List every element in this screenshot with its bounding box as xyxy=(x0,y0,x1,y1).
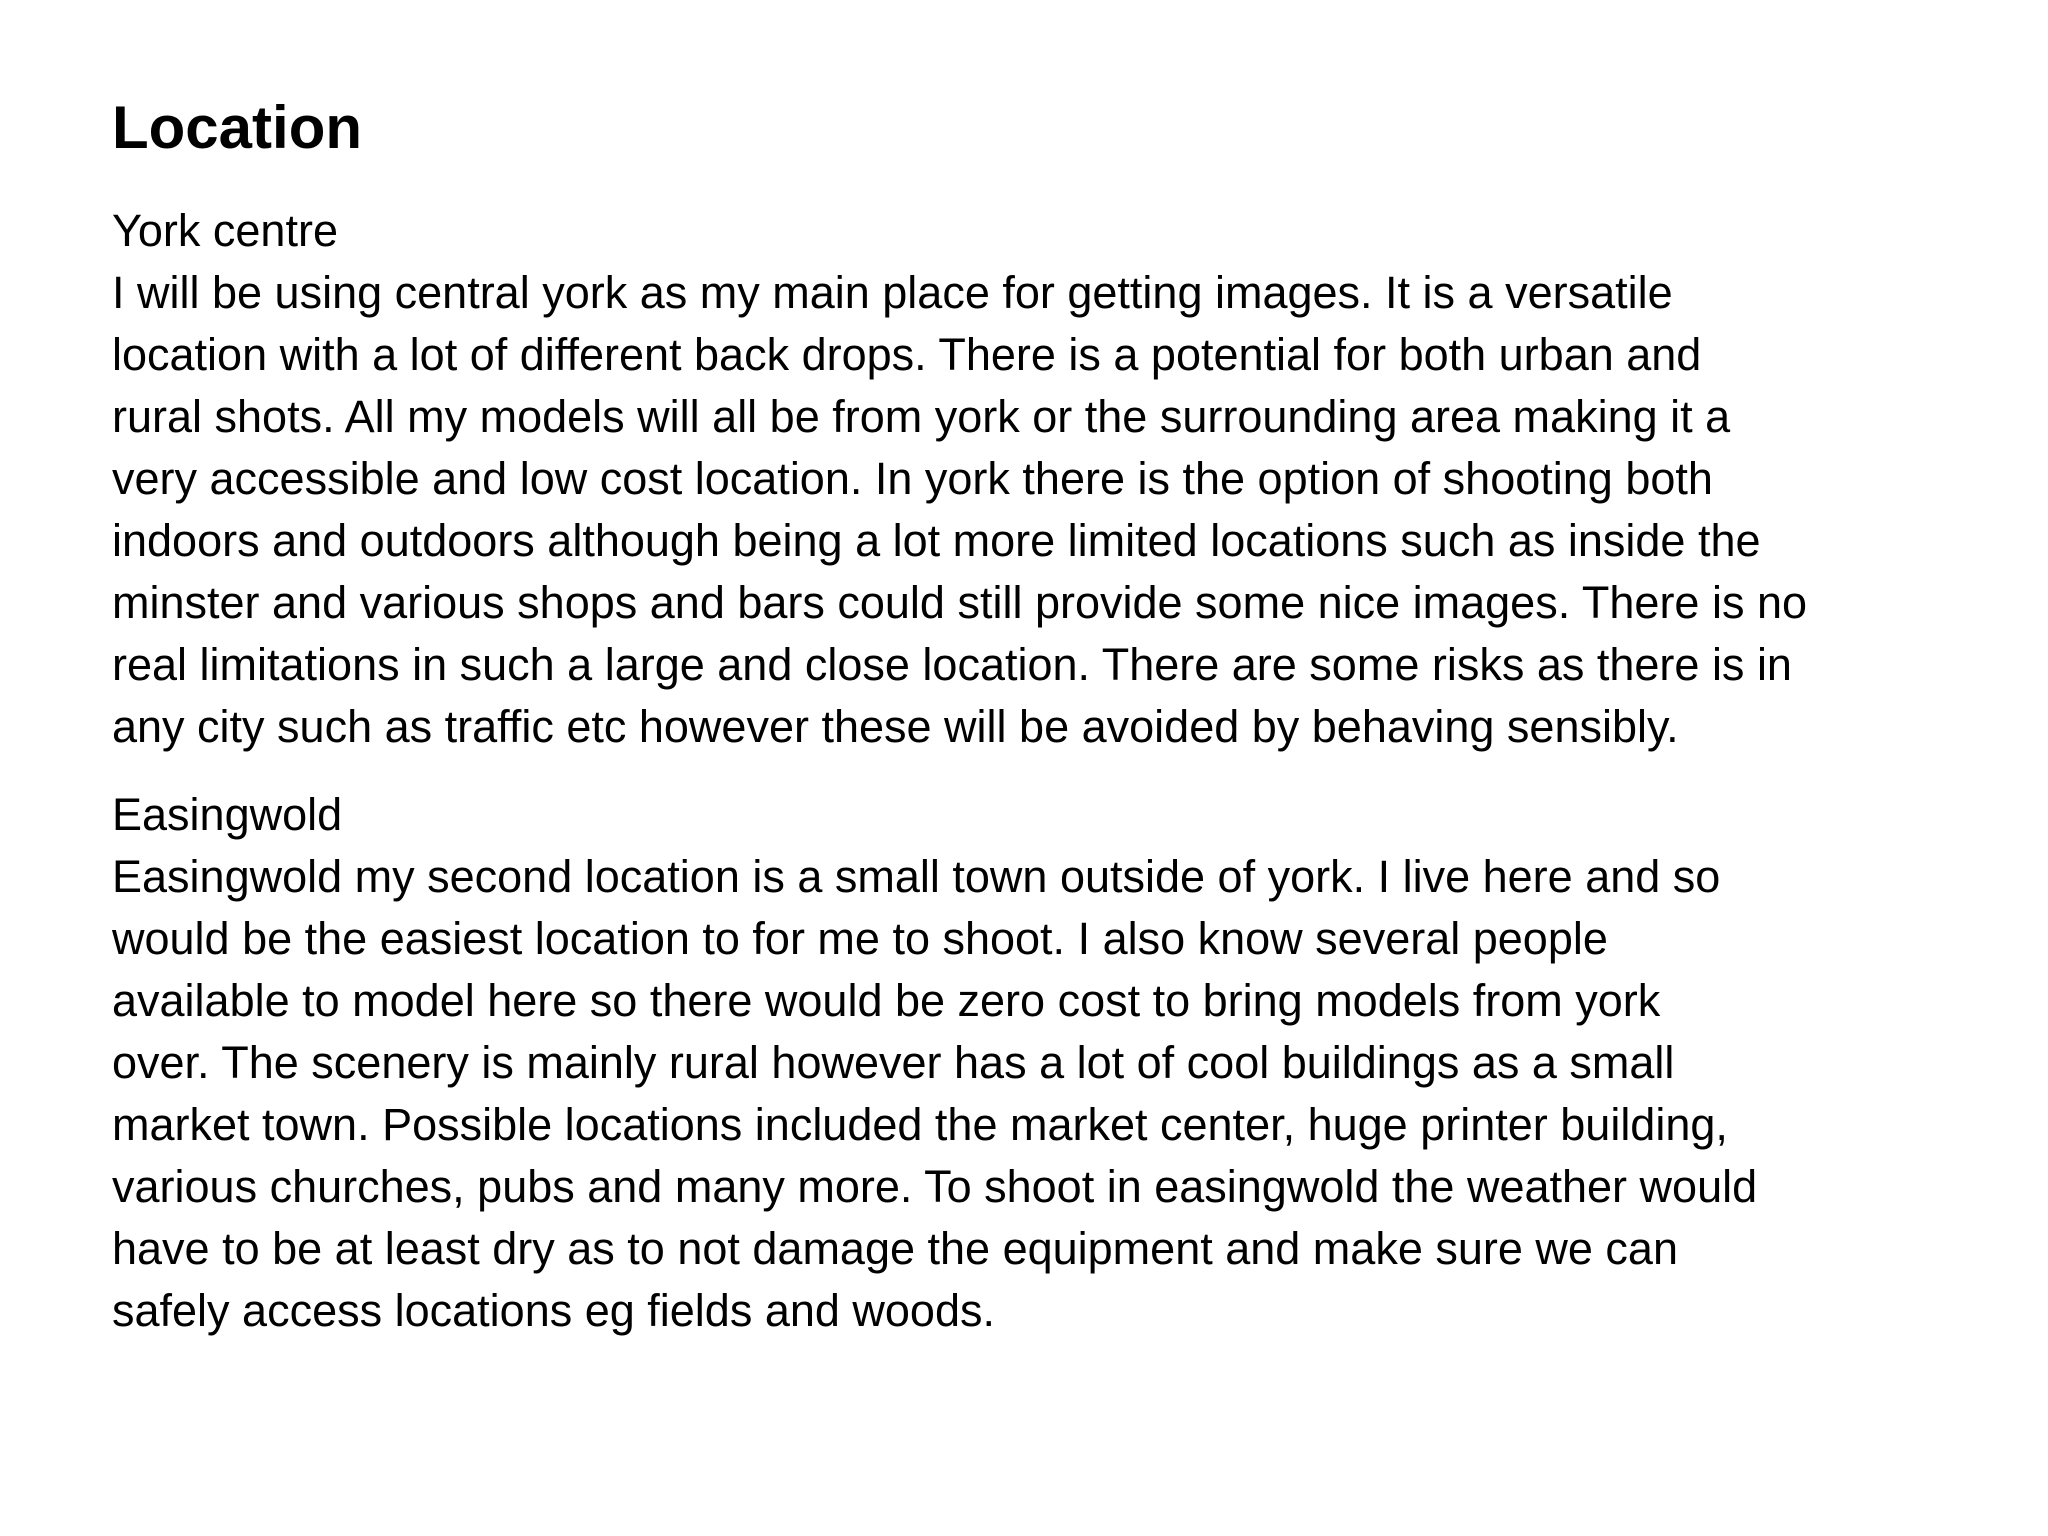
paragraph-line: real limitations in such a large and close location. There are some risks as there is in xyxy=(112,639,1792,690)
section-heading-york-centre: York centre xyxy=(112,205,338,256)
paragraph-line: market town. Possible locations included the market center, huge printer building, xyxy=(112,1099,1728,1150)
paragraph-line: rural shots. All my models will all be from york or the surrounding area making it a xyxy=(112,391,1731,442)
paragraph-line: Easingwold my second location is a small town outside of york. I live here and so xyxy=(112,851,1721,902)
section-easingwold xyxy=(112,784,1942,1342)
paragraph-line: any city such as traffic etc however these will be avoided by behaving sensibly. xyxy=(112,701,1679,752)
paragraph-line: available to model here so there would be zero cost to bring models from york xyxy=(112,975,1661,1026)
paragraph-line: over. The scenery is mainly rural however has a lot of cool buildings as a small xyxy=(112,1037,1675,1088)
paragraph-line: minster and various shops and bars could still provide some nice images. There is no xyxy=(112,577,1808,628)
section-york-centre xyxy=(112,200,1942,758)
paragraph-line: location with a lot of different back drops. There is a potential for both urban and xyxy=(112,329,1702,380)
paragraph-line: would be the easiest location to for me to shoot. I also know several people xyxy=(112,913,1608,964)
paragraph-line: very accessible and low cost location. In york there is the option of shooting both xyxy=(112,453,1713,504)
paragraph-line: have to be at least dry as to not damage the equipment and make sure we can xyxy=(112,1223,1678,1274)
paragraph-line: I will be using central york as my main place for getting images. It is a versatile xyxy=(112,267,1673,318)
section-heading-easingwold: Easingwold xyxy=(112,789,343,840)
paragraph-line: safely access locations eg fields and woods. xyxy=(112,1285,995,1336)
slide-title: Location xyxy=(112,94,362,161)
paragraph-line: indoors and outdoors although being a lot more limited locations such as inside the xyxy=(112,515,1761,566)
paragraph-line: various churches, pubs and many more. To shoot in easingwold the weather would xyxy=(112,1161,1758,1212)
slide-body xyxy=(112,200,1942,1368)
